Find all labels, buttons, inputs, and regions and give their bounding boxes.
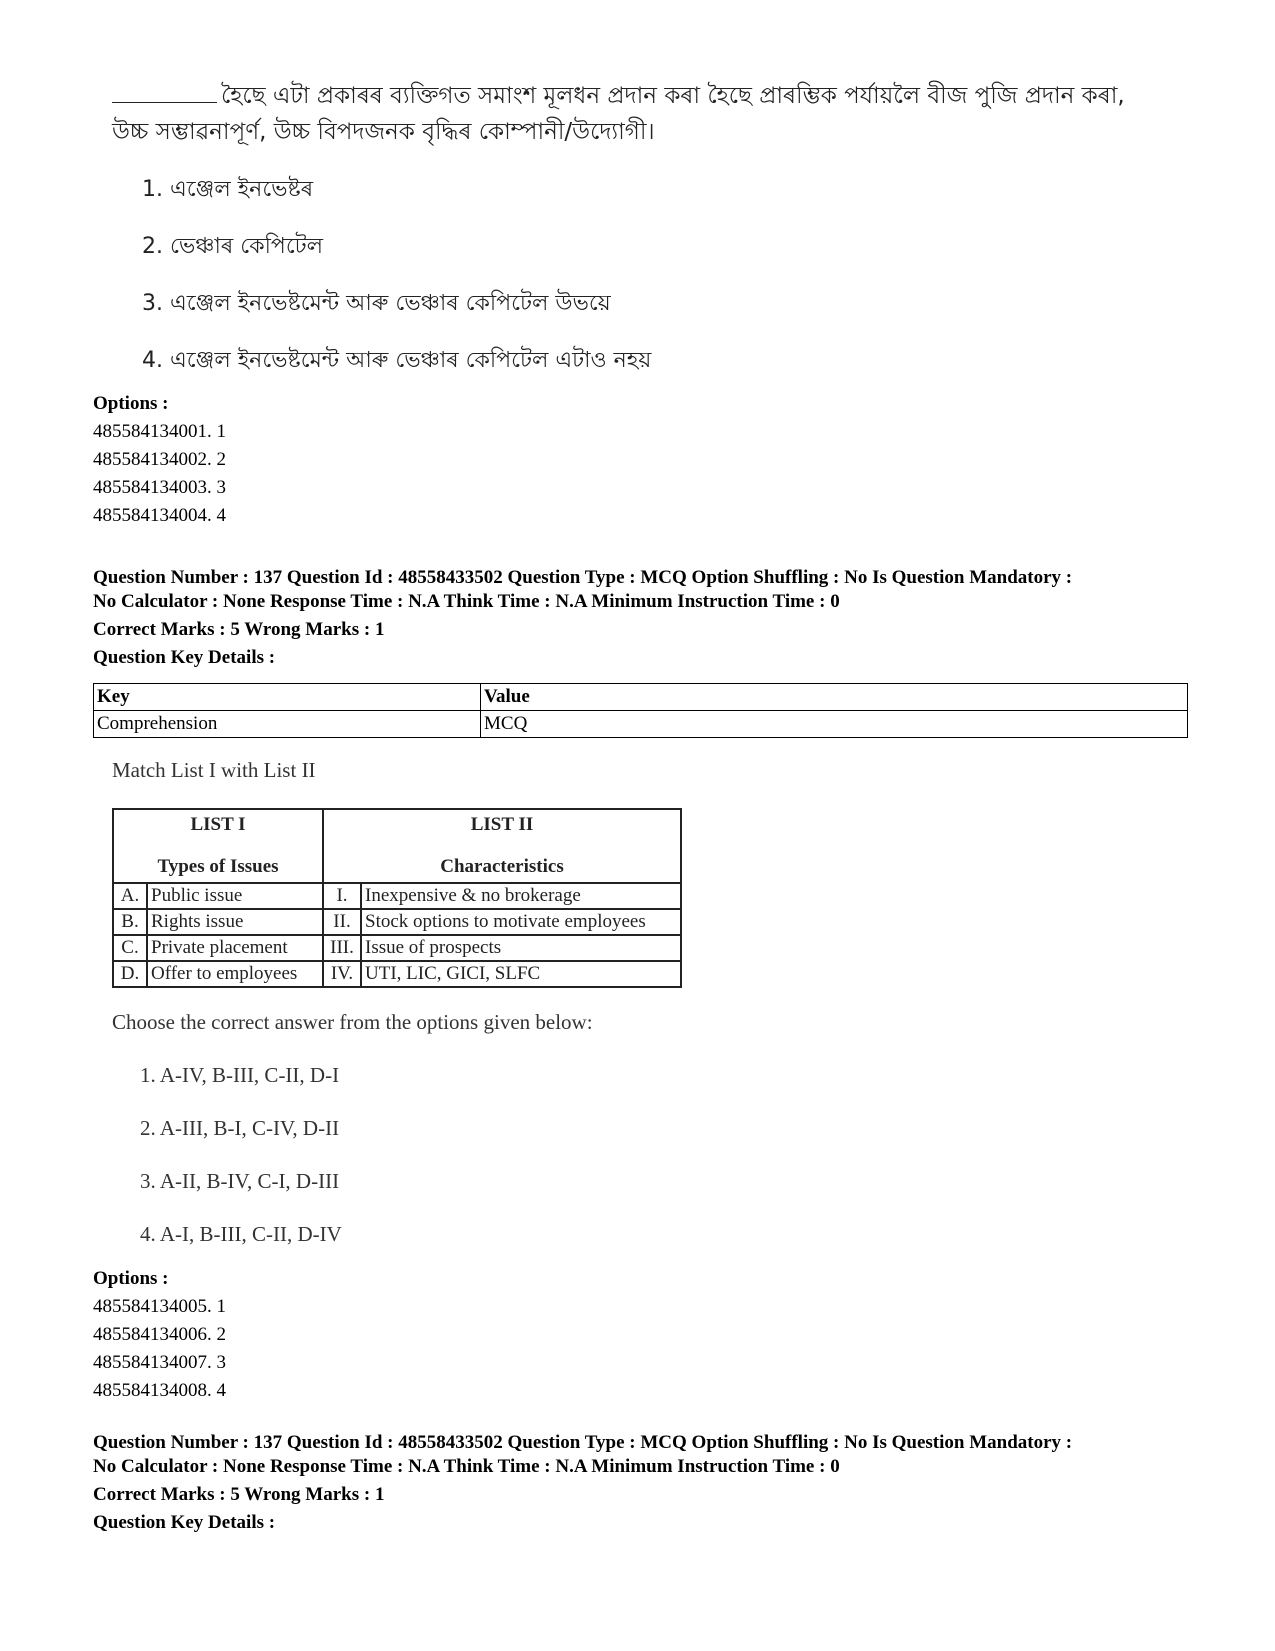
question-meta-line-1: Question Number : 137 Question Id : 48558433502 Question Type : MCQ Option Shuffling : No Is Question Mandatory :: [93, 567, 1073, 588]
question-choice-3: 3. এঞ্জেল ইনভেষ্টমেন্ট আৰু ভেঞ্চাৰ কেপিটেল উভয়ে: [142, 291, 611, 316]
question-choice-1: 1. এঞ্জেল ইনভেষ্টৰ: [142, 177, 314, 202]
option-id: 485584134004. 4: [93, 505, 226, 526]
table-row: [113, 909, 681, 935]
question-meta-line-2: No Calculator : None Response Time : N.A Think Time : N.A Minimum Instruction Time : 0: [93, 1456, 840, 1477]
list2-numeral: III.: [323, 935, 361, 961]
list2-item: UTI, LIC, GICI, SLFC: [361, 961, 681, 987]
question-stem: [112, 78, 1152, 150]
table-cell-value: MCQ: [481, 711, 1188, 738]
question-choice-4: 4. A-I, B-III, C-II, D-IV: [140, 1222, 342, 1246]
list1-item: Offer to employees: [147, 961, 323, 987]
question-choice-2: 2. A-III, B-I, C-IV, D-II: [140, 1116, 340, 1140]
list2-item: Inexpensive & no brokerage: [361, 883, 681, 909]
list2-item: Stock options to motivate employees: [361, 909, 681, 935]
list2-numeral: II.: [323, 909, 361, 935]
key-details-table: [93, 683, 1188, 738]
options-heading: Options :: [93, 393, 169, 414]
list1-subtitle: Types of Issues: [157, 856, 279, 877]
question-meta-line-1: Question Number : 137 Question Id : 48558433502 Question Type : MCQ Option Shuffling : No Is Question Mandatory :: [93, 1432, 1073, 1453]
table-cell-key: Comprehension: [94, 711, 481, 738]
option-id: 485584134007. 3: [93, 1352, 226, 1373]
question-choice-2: 2. ভেঞ্চাৰ কেপিটেল: [142, 234, 324, 259]
match-table-header-row: [113, 809, 681, 883]
table-row: [113, 935, 681, 961]
question-choice-4: 4. এঞ্জেল ইনভেষ্টমেন্ট আৰু ভেঞ্চাৰ কেপিটেল এটাও নহয়: [142, 348, 652, 373]
option-id: 485584134006. 2: [93, 1324, 226, 1345]
list2-header: [323, 809, 681, 883]
list1-header: [113, 809, 323, 883]
option-id: 485584134008. 4: [93, 1380, 226, 1401]
list1-title: LIST I: [190, 814, 246, 835]
option-id: 485584134005. 1: [93, 1296, 226, 1317]
list1-letter: D.: [113, 961, 147, 987]
list2-title: LIST II: [470, 814, 534, 835]
key-details-heading: Question Key Details :: [93, 647, 276, 668]
options-heading: Options :: [93, 1268, 169, 1289]
list2-numeral: I.: [323, 883, 361, 909]
option-id: 485584134002. 2: [93, 449, 226, 470]
marks-line: Correct Marks : 5 Wrong Marks : 1: [93, 1484, 385, 1505]
table-row: [94, 684, 1188, 711]
match-table: [112, 808, 682, 988]
key-details-heading: Question Key Details :: [93, 1512, 276, 1533]
choose-instruction: Choose the correct answer from the options given below:: [112, 1010, 593, 1034]
match-title: Match List I with List II: [112, 758, 316, 782]
list1-letter: A.: [113, 883, 147, 909]
list2-subtitle: Characteristics: [440, 856, 564, 877]
table-row: [113, 961, 681, 987]
option-id: 485584134001. 1: [93, 421, 226, 442]
question-stem-text: হৈছে এটা প্ৰকাৰৰ ব্যক্তিগত সমাংশ মূলধন প্ৰদান কৰা হৈছে প্ৰাৰম্ভিক পৰ্যায়লৈ বীজ পুজি প্ৰদান কৰা, উচ্চ সম্ভাৱনাপূৰ্ণ, উচ্চ বিপদজনক বৃদ্ধিৰ কোম্পানী/উদ্যোগী।: [112, 83, 1125, 145]
option-id: 485584134003. 3: [93, 477, 226, 498]
list2-numeral: IV.: [323, 961, 361, 987]
table-row: [94, 711, 1188, 738]
marks-line: Correct Marks : 5 Wrong Marks : 1: [93, 619, 385, 640]
list1-letter: B.: [113, 909, 147, 935]
list1-item: Rights issue: [147, 909, 323, 935]
table-header-value: Value: [481, 684, 1188, 711]
question-choice-1: 1. A-IV, B-III, C-II, D-I: [140, 1063, 340, 1087]
list2-item: Issue of prospects: [361, 935, 681, 961]
list1-item: Public issue: [147, 883, 323, 909]
list1-item: Private placement: [147, 935, 323, 961]
list1-letter: C.: [113, 935, 147, 961]
table-row: [113, 883, 681, 909]
question-choice-3: 3. A-II, B-IV, C-I, D-III: [140, 1169, 340, 1193]
question-meta-line-2: No Calculator : None Response Time : N.A Think Time : N.A Minimum Instruction Time : 0: [93, 591, 840, 612]
table-header-key: Key: [94, 684, 481, 711]
blank-line: [112, 78, 217, 103]
